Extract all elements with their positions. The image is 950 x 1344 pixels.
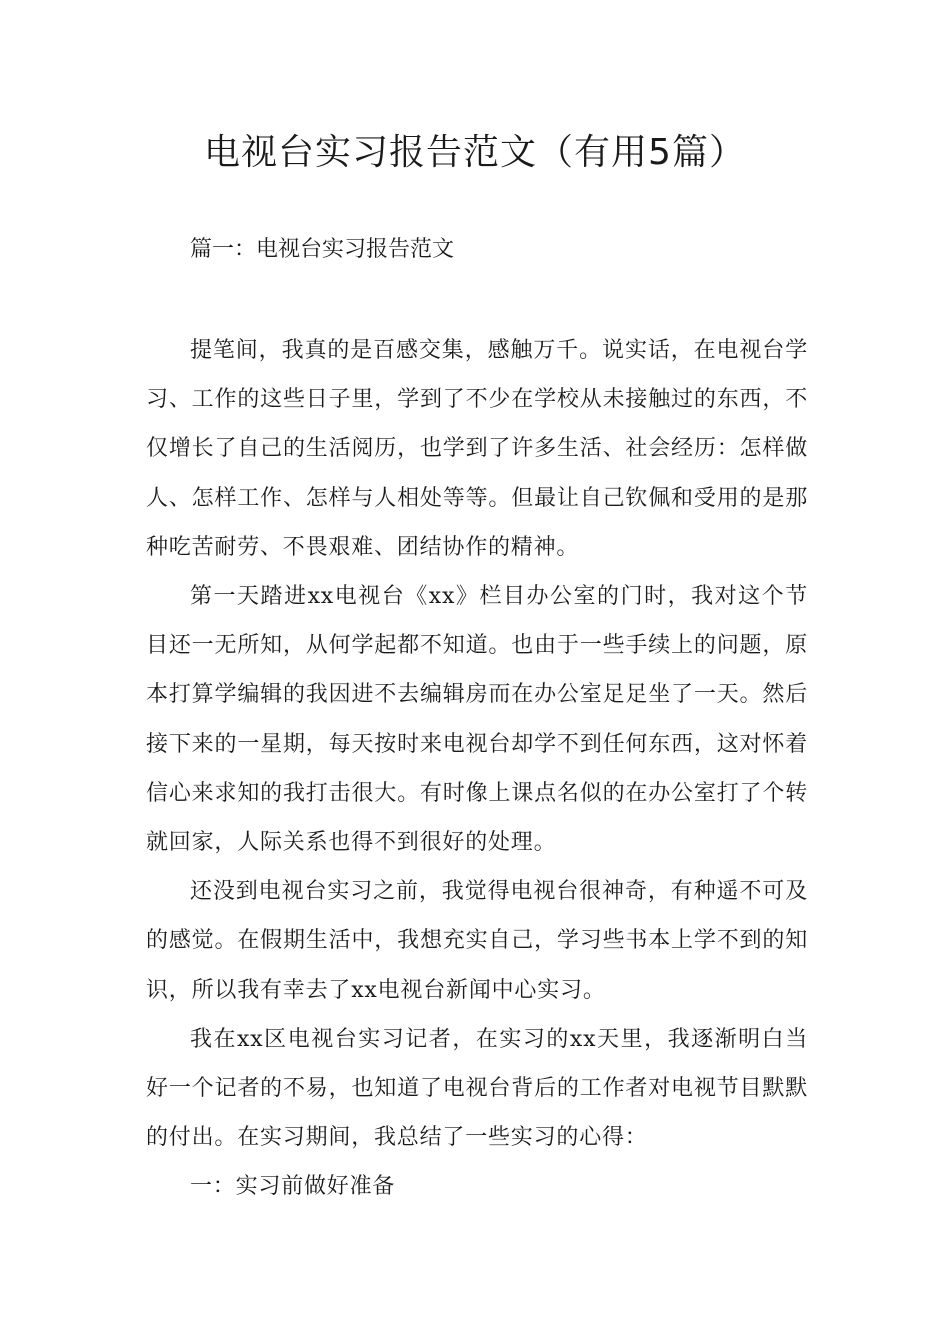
paragraph: 一：实习前做好准备 (190, 1174, 396, 1200)
document-body (146, 326, 808, 1212)
paragraph: 提笔间，我真的是百感交集，感触万千。说实话，在电视台学习、工作的这些日子里，学到了不少在学校从未接触过的东西，不仅增长了自己的生活阅历，也学到了许多生活、社会经历：怎样做人、怎样工作、怎样与人相处等等。但最让自己钦佩和受用的是那种吃苦耐劳、不畏艰难、团结协作的精神。 (146, 338, 808, 560)
document-title: 电视台实习报告范文（有用5篇） (204, 132, 746, 173)
paragraph: 还没到电视台实习之前，我觉得电视台很神奇，有种遥不可及的感觉。在假期生活中，我想充实自己，学习些书本上学不到的知识，所以我有幸去了xx电视台新闻中心实习。 (146, 879, 808, 1003)
paragraph: 第一天踏进xx电视台《xx》栏目办公室的门时，我对这个节目还一无所知，从何学起都不知道。也由于一些手续上的问题，原本打算学编辑的我因进不去编辑房而在办公室足足坐了一天。然后接下来的一星期，每天按时来电视台却学不到任何东西，这对怀着信心来求知的我打击很大。有时像上课点名似的在办公室打了个转就回家，人际关系也得不到很好的处理。 (146, 584, 808, 856)
section-heading: 篇一：电视台实习报告范文 (190, 237, 455, 262)
paragraph: 我在xx区电视台实习记者，在实习的xx天里，我逐渐明白当好一个记者的不易，也知道了电视台背后的工作者对电视节目默默的付出。在实习期间，我总结了一些实习的心得： (146, 1026, 808, 1151)
